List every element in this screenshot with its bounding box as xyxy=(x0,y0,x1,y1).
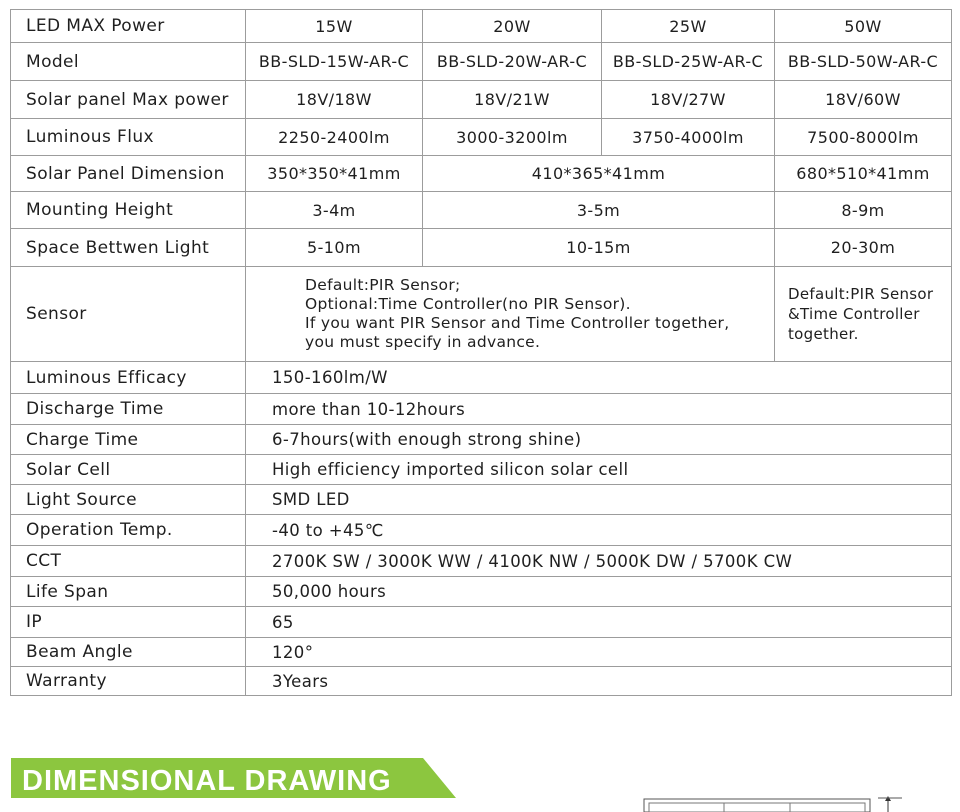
row-label: Model xyxy=(11,43,246,81)
row-label: IP xyxy=(11,607,246,638)
sensor-line: together. xyxy=(788,325,859,343)
dimension-drawing-preview xyxy=(640,796,940,812)
table-row xyxy=(11,638,952,667)
section-header xyxy=(11,758,456,798)
row-value: more than 10-12hours xyxy=(246,394,952,425)
row-label: Beam Angle xyxy=(11,638,246,667)
table-row xyxy=(11,667,952,696)
row-label: Operation Temp. xyxy=(11,515,246,546)
row-label: Solar Cell xyxy=(11,455,246,485)
cell: 18V/60W xyxy=(775,81,952,119)
row-label: CCT xyxy=(11,546,246,577)
cell: 350*350*41mm xyxy=(246,156,423,192)
sensor-line: you must specify in advance. xyxy=(305,333,541,351)
table-row-model xyxy=(11,43,952,81)
sensor-line: Optional:Time Controller(no PIR Sensor). xyxy=(305,295,631,313)
sensor-description xyxy=(246,267,775,362)
row-label: Solar Panel Dimension xyxy=(11,156,246,192)
cell: 18V/27W xyxy=(602,81,775,119)
table-row xyxy=(11,362,952,394)
table-row xyxy=(11,546,952,577)
row-label: Discharge Time xyxy=(11,394,246,425)
cell-20w: 20W xyxy=(423,10,602,43)
cell-model-50w: BB-SLD-50W-AR-C xyxy=(775,43,952,81)
cell: 8-9m xyxy=(775,192,952,229)
sensor-50w-description xyxy=(775,267,952,362)
cell: 20-30m xyxy=(775,229,952,267)
section-title: DIMENSIONAL DRAWING xyxy=(22,765,392,797)
table-row-height xyxy=(11,192,952,229)
row-value: 50,000 hours xyxy=(246,577,952,607)
row-label: Mounting Height xyxy=(11,192,246,229)
cell: 2250-2400lm xyxy=(246,119,423,156)
row-value: 3Years xyxy=(246,667,952,696)
table-row xyxy=(11,485,952,515)
table-row-dimension xyxy=(11,156,952,192)
table-row xyxy=(11,455,952,485)
table-row-sensor xyxy=(11,267,952,362)
row-value: 65 xyxy=(246,607,952,638)
row-label: Space Bettwen Light xyxy=(11,229,246,267)
table-row xyxy=(11,515,952,546)
row-value: 120° xyxy=(246,638,952,667)
cell-merged: 410*365*41mm xyxy=(423,156,775,192)
cell-merged: 3-5m xyxy=(423,192,775,229)
table-row-flux xyxy=(11,119,952,156)
table-row-space xyxy=(11,229,952,267)
cell: 3-4m xyxy=(246,192,423,229)
row-label: Charge Time xyxy=(11,425,246,455)
cell-25w: 25W xyxy=(602,10,775,43)
sensor-line: Default:PIR Sensor; xyxy=(305,276,461,294)
sensor-line: If you want PIR Sensor and Time Controller together, xyxy=(305,314,730,332)
row-label: Light Source xyxy=(11,485,246,515)
row-value: 150-160lm/W xyxy=(246,362,952,394)
cell: 680*510*41mm xyxy=(775,156,952,192)
cell: 5-10m xyxy=(246,229,423,267)
row-value: High efficiency imported silicon solar cell xyxy=(246,455,952,485)
row-label: Luminous Efficacy xyxy=(11,362,246,394)
cell-50w: 50W xyxy=(775,10,952,43)
table-row xyxy=(11,394,952,425)
row-label: Sensor xyxy=(11,267,246,362)
row-label: Warranty xyxy=(11,667,246,696)
table-row xyxy=(11,607,952,638)
spec-table xyxy=(10,9,952,696)
cell: 3000-3200lm xyxy=(423,119,602,156)
sensor-line: Default:PIR Sensor xyxy=(788,285,934,303)
row-label: Life Span xyxy=(11,577,246,607)
table-row-solar-power xyxy=(11,81,952,119)
row-value: SMD LED xyxy=(246,485,952,515)
row-value: 6-7hours(with enough strong shine) xyxy=(246,425,952,455)
row-value: -40 to +45℃ xyxy=(246,515,952,546)
cell-model-20w: BB-SLD-20W-AR-C xyxy=(423,43,602,81)
cell: 7500-8000lm xyxy=(775,119,952,156)
cell-merged: 10-15m xyxy=(423,229,775,267)
cell: 18V/21W xyxy=(423,81,602,119)
cell-15w: 15W xyxy=(246,10,423,43)
sensor-line: &Time Controller xyxy=(788,305,920,323)
row-value: 2700K SW / 3000K WW / 4100K NW / 5000K DW / 5700K CW xyxy=(246,546,952,577)
table-row xyxy=(11,577,952,607)
table-row-power xyxy=(11,10,952,43)
row-label: Luminous Flux xyxy=(11,119,246,156)
cell-model-15w: BB-SLD-15W-AR-C xyxy=(246,43,423,81)
cell: 3750-4000lm xyxy=(602,119,775,156)
cell-model-25w: BB-SLD-25W-AR-C xyxy=(602,43,775,81)
table-row xyxy=(11,425,952,455)
row-label: LED MAX Power xyxy=(11,10,246,43)
row-label: Solar panel Max power xyxy=(11,81,246,119)
cell: 18V/18W xyxy=(246,81,423,119)
